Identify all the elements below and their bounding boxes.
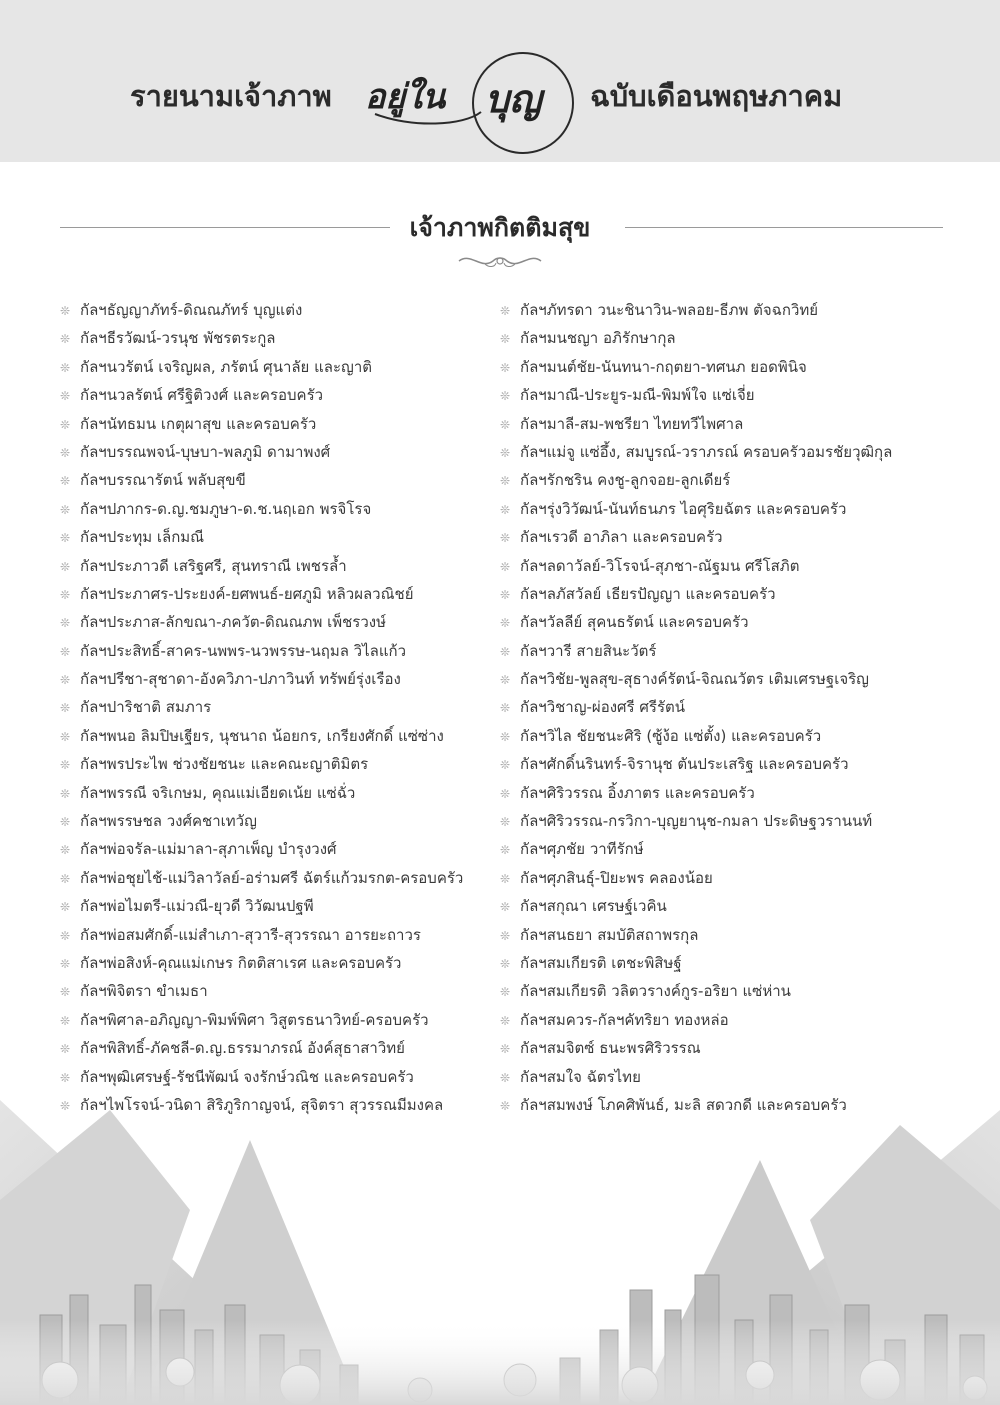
name-list-item <box>60 353 490 381</box>
donor-name: กัลฯรักชริน คงชู-ลูกจอย-ลูกเดียร์ <box>520 471 731 490</box>
donor-name: กัลฯประภาวดี เสริฐศรี, สุนทราณี เพชรล้ำ <box>80 556 347 575</box>
bullet-flower-icon: ❊ <box>500 1042 511 1057</box>
name-list-item <box>500 523 960 551</box>
name-list-item <box>500 353 960 381</box>
bullet-flower-icon: ❊ <box>60 559 71 574</box>
donor-name: กัลฯมาณี-ประยูร-มณี-พิมพ์ใจ แซ่เจี่ย <box>520 386 755 405</box>
bullet-flower-icon: ❊ <box>500 474 511 489</box>
name-list-item <box>60 296 490 324</box>
bullet-flower-icon: ❊ <box>60 360 71 375</box>
name-list-item <box>60 722 490 750</box>
bullet-flower-icon: ❊ <box>60 815 71 830</box>
donor-name: กัลฯพิสิทธิ์-ภัคชลี-ด.ญ.ธรรมาภรณ์ อังค์สุธาสาวิทย์ <box>80 1039 405 1058</box>
donor-name: กัลฯมนชญา อภิรักษากุล <box>520 329 676 348</box>
bullet-flower-icon: ❊ <box>60 701 71 716</box>
bullet-flower-icon: ❊ <box>60 928 71 943</box>
name-list-item <box>500 410 960 438</box>
bullet-flower-icon: ❊ <box>60 673 71 688</box>
bullet-flower-icon: ❊ <box>60 445 71 460</box>
bullet-flower-icon: ❊ <box>500 1013 511 1028</box>
name-list-item <box>500 608 960 636</box>
left-name-list <box>60 296 490 1119</box>
name-list-item <box>60 324 490 352</box>
donor-name: กัลฯสมพงษ์ โภคศิพันธ์, มะลิ สดวกดี และครอบครัว <box>520 1095 847 1114</box>
header-band <box>0 0 1000 162</box>
name-list-item <box>500 466 960 494</box>
name-list-item <box>60 807 490 835</box>
name-list-item <box>500 835 960 863</box>
donor-name: กัลฯวิไล ชัยชนะศิริ (ซู้ง้อ แซ่ตั้ง) และครอบครัว <box>520 726 822 745</box>
donor-name: กัลฯธีรวัฒน์-วรนุช พัชรตระกูล <box>80 329 276 348</box>
name-list-item <box>500 580 960 608</box>
bullet-flower-icon: ❊ <box>500 843 511 858</box>
bullet-flower-icon: ❊ <box>60 956 71 971</box>
donor-name: กัลฯประภาศร-ประยงค์-ยศพนธ์-ยศภูมิ หลิวผลวณิชย์ <box>80 584 414 603</box>
donor-name: กัลฯพ่อจรัล-แม่มาลา-สุภาเพ็ญ บำรุงวงศ์ <box>80 840 337 859</box>
name-list-item <box>60 977 490 1005</box>
background-mountain-scene <box>0 1080 1000 1405</box>
bullet-flower-icon: ❊ <box>500 644 511 659</box>
donor-name: กัลฯปภากร-ด.ญ.ชมภูษา-ด.ช.นฤเอก พรจิโรจ <box>80 499 372 518</box>
logo-text-left: อยู่ใน <box>365 77 446 117</box>
donor-name: กัลฯรุ่งวิวัฒน์-นันท์ธนภร ไอศุริยฉัตร และครอบครัว <box>520 499 847 518</box>
name-list-item <box>60 580 490 608</box>
name-list-item <box>500 892 960 920</box>
donor-name: กัลฯนัทธมน เกตุผาสุข และครอบครัว <box>80 414 317 433</box>
bullet-flower-icon: ❊ <box>500 445 511 460</box>
bullet-flower-icon: ❊ <box>60 332 71 347</box>
name-list-item <box>500 722 960 750</box>
donor-name: กัลฯสมใจ ฉัตรไทย <box>520 1067 641 1086</box>
name-list-item <box>500 381 960 409</box>
bullet-flower-icon: ❊ <box>500 815 511 830</box>
bullet-flower-icon: ❊ <box>500 389 511 404</box>
donor-name: กัลฯพ่อสมศักดิ์-แม่สำเภา-สุวารี-สุวรรณา อารยะถาวร <box>80 925 421 944</box>
bullet-flower-icon: ❊ <box>500 928 511 943</box>
name-list-item <box>500 296 960 324</box>
name-list-item <box>60 779 490 807</box>
donor-name: กัลฯพ่อไมตรี-แม่วณี-ยุวดี วิวัฒนปฐพี <box>80 897 314 916</box>
donor-name: กัลฯสมเกียรติ วลิตวรางค์กูร-อริยา แซ่ห่าน <box>520 982 791 1001</box>
bullet-flower-icon: ❊ <box>60 304 71 318</box>
donor-name: กัลฯปรีชา-สุชาดา-อังควิภา-ปภาวินท์ ทรัพย์รุ่งเรือง <box>80 670 401 689</box>
bullet-flower-icon: ❊ <box>60 616 71 631</box>
name-list-item <box>500 1006 960 1034</box>
name-list-item <box>60 552 490 580</box>
donor-name: กัลฯวารี สายสินะวัตร์ <box>520 641 657 660</box>
name-list-item <box>60 949 490 977</box>
donor-name: กัลฯศุภชัย วาทีรักษ์ <box>520 840 644 859</box>
bullet-flower-icon: ❊ <box>500 587 511 602</box>
name-list-item <box>500 324 960 352</box>
donor-name: กัลฯพ่อสิงห์-คุณแม่เกษร กิตติสาเรศ และครอบครัว <box>80 953 402 972</box>
donor-name: กัลฯวิชัย-พูลสุข-สุธางค์รัตน์-จิณณวัตร เติมเศรษฐเจริญ <box>520 670 869 689</box>
bullet-flower-icon: ❊ <box>500 1098 511 1113</box>
donor-name: กัลฯประทุม เล็กมณี <box>80 528 205 547</box>
donor-name: กัลฯวิชาญ-ผ่องศรี ศรีรัตน์ <box>520 698 686 717</box>
donor-name: กัลฯพุฒิเศรษฐ์-รัชนีพัฒน์ จงรักษ์วณิช และครอบครัว <box>80 1067 414 1086</box>
name-list-item <box>500 1034 960 1062</box>
name-list-item <box>60 438 490 466</box>
name-list-item <box>500 807 960 835</box>
name-list-item <box>500 977 960 1005</box>
name-list-item <box>60 921 490 949</box>
name-list-item <box>500 438 960 466</box>
section-title: เจ้าภาพกิตติมสุข <box>409 213 591 242</box>
bullet-flower-icon: ❊ <box>60 389 71 404</box>
donor-name: กัลฯวัลลีย์ สุคนธรัตน์ และครอบครัว <box>520 613 749 632</box>
donor-name: กัลฯสกุณา เศรษฐ์เวคิน <box>520 897 667 916</box>
donor-name: กัลฯลภัสวัลย์ เธียรปัญญา และครอบครัว <box>520 584 776 603</box>
bullet-flower-icon: ❊ <box>60 786 71 801</box>
donor-name: กัลฯสมควร-กัลฯคัทริยา ทองหล่อ <box>520 1010 729 1029</box>
name-list-item <box>60 892 490 920</box>
bullet-flower-icon: ❊ <box>500 729 511 744</box>
bullet-flower-icon: ❊ <box>60 587 71 602</box>
bullet-flower-icon: ❊ <box>500 531 511 546</box>
name-list-item <box>60 410 490 438</box>
name-list-item <box>60 693 490 721</box>
bullet-flower-icon: ❊ <box>500 1070 511 1085</box>
donor-name: กัลฯพิจิตรา ขำเมธา <box>80 982 208 1001</box>
name-list-item <box>60 1034 490 1062</box>
bullet-flower-icon: ❊ <box>500 900 511 915</box>
donor-name: กัลฯสมเกียรติ เตชะพิสิษฐ์ <box>520 953 682 972</box>
donor-name: กัลฯศิริวรรณ อิ้งภาตร และครอบครัว <box>520 783 755 802</box>
bullet-flower-icon: ❊ <box>60 729 71 744</box>
donor-name: กัลฯพรประไพ ช่วงชัยชนะ และคณะญาติมิตร <box>80 755 369 774</box>
right-name-list <box>500 296 960 1119</box>
bullet-flower-icon: ❊ <box>500 559 511 574</box>
donor-name: กัลฯนวรัตน์ เจริญผล, ภรัตน์ ศุนาลัย และญาติ <box>80 357 372 376</box>
bullet-flower-icon: ❊ <box>60 1098 71 1113</box>
flourish-ornament <box>455 250 545 272</box>
bullet-flower-icon: ❊ <box>500 304 511 318</box>
donor-name: กัลฯประภาส-ลักขณา-ภควัต-ดิณณภพ เพ็ชรวงษ์ <box>80 613 386 632</box>
donor-name: กัลฯมนต์ชัย-นันทนา-กฤตยา-ทศนภ ยอดพินิจ <box>520 357 807 376</box>
name-list-item <box>500 637 960 665</box>
bullet-flower-icon: ❊ <box>60 900 71 915</box>
name-list-item <box>500 693 960 721</box>
name-list-item <box>60 835 490 863</box>
donor-name: กัลฯศักดิ์นรินทร์-จิรานุช ตันประเสริฐ และครอบครัว <box>520 755 849 774</box>
bullet-flower-icon: ❊ <box>60 644 71 659</box>
bullet-flower-icon: ❊ <box>60 502 71 517</box>
name-list-item <box>60 864 490 892</box>
name-list-item <box>500 495 960 523</box>
name-list-item <box>60 665 490 693</box>
donor-name: กัลฯศุภสินธุ์-ปิยะพร คลองน้อย <box>520 868 713 887</box>
name-list-item <box>500 750 960 778</box>
name-list-item <box>60 750 490 778</box>
bullet-flower-icon: ❊ <box>500 758 511 773</box>
name-list-item <box>60 637 490 665</box>
donor-name: กัลฯพ่อชุยไช้-แม่วิลาวัลย์-อร่ามศรี ฉัตร์แก้วมรกต-ครอบครัว <box>80 868 464 887</box>
donor-name: กัลฯพรรษชล วงศ์คชาเทวัญ <box>80 812 257 831</box>
name-list-item <box>60 1006 490 1034</box>
bullet-flower-icon: ❊ <box>60 1042 71 1057</box>
bullet-flower-icon: ❊ <box>500 502 511 517</box>
header-right-title: ฉบับเดือนพฤษภาคม <box>590 79 843 113</box>
donor-name: กัลฯนวลรัตน์ ศรีฐิติวงศ์ และครอบครัว <box>80 386 324 405</box>
bullet-flower-icon: ❊ <box>500 701 511 716</box>
name-list-item <box>500 864 960 892</box>
donor-name: กัลฯประสิทธิ์-สาคร-นพพร-นวพรรษ-นฤมล วิไลแก้ว <box>80 641 407 660</box>
donor-name: กัลฯสมจิตซ์ ธนะพรศิริวรรณ <box>520 1039 701 1058</box>
bullet-flower-icon: ❊ <box>500 332 511 347</box>
bullet-flower-icon: ❊ <box>500 673 511 688</box>
donor-name: กัลฯมาลี-สม-พชรียา ไทยทวีไพศาล <box>520 414 744 433</box>
donor-name: กัลฯแม่จู แซ่อึ้ง, สมบูรณ์-วราภรณ์ ครอบครัวอมรชัยวุฒิกุล <box>520 442 893 461</box>
donor-name: กัลฯพรรณี จริเกษม, คุณแม่เอียดเน้ย แซ่ฉั่ว <box>80 783 356 802</box>
bullet-flower-icon: ❊ <box>60 843 71 858</box>
logo-text-right: บุญ <box>485 76 542 121</box>
header-left-title: รายนามเจ้าภาพ <box>130 79 332 113</box>
logo <box>363 48 585 160</box>
name-list-item <box>60 523 490 551</box>
bullet-flower-icon: ❊ <box>60 758 71 773</box>
name-list-item <box>60 608 490 636</box>
bullet-flower-icon: ❊ <box>500 360 511 375</box>
donor-name: กัลฯปาริชาติ สมภาร <box>80 698 212 717</box>
title-rule-right <box>625 227 943 228</box>
name-list-item <box>60 381 490 409</box>
bullet-flower-icon: ❊ <box>60 985 71 1000</box>
bullet-flower-icon: ❊ <box>60 1013 71 1028</box>
donor-name: กัลฯบรรณพจน์-บุษบา-พลภูมิ ดามาพงศ์ <box>80 442 331 461</box>
donor-name: กัลฯไพโรจน์-วนิดา สิริภูริกาญจน์, สุจิตรา สุวรรณมีมงคล <box>80 1095 444 1114</box>
bullet-flower-icon: ❊ <box>60 417 71 432</box>
bullet-flower-icon: ❊ <box>500 417 511 432</box>
name-list-item <box>500 921 960 949</box>
donor-name: กัลฯพนอ ลิมปิษเฐียร, นุชนาถ น้อยกร, เกรียงศักดิ์ แซ่ซ่าง <box>80 726 444 745</box>
donor-name: กัลฯสนธยา สมบัติสถาพรกุล <box>520 925 699 944</box>
name-list-item <box>500 552 960 580</box>
bullet-flower-icon: ❊ <box>500 985 511 1000</box>
donor-name: กัลฯพิศาล-อภิญญา-พิมพ์พิศา วิสูตรธนาวิทย์-ครอบครัว <box>80 1010 429 1029</box>
name-list-item <box>500 665 960 693</box>
bullet-flower-icon: ❊ <box>60 474 71 489</box>
bullet-flower-icon: ❊ <box>60 871 71 886</box>
bullet-flower-icon: ❊ <box>500 956 511 971</box>
donor-name: กัลฯบรรณารัตน์ พลับสุขขี <box>80 471 246 490</box>
bullet-flower-icon: ❊ <box>500 871 511 886</box>
donor-name: กัลฯลดาวัลย์-วิโรจน์-สุภชา-ณัฐมน ศรีโสภิต <box>520 556 800 575</box>
name-list-item <box>500 779 960 807</box>
donor-name: กัลฯภัทรดา วนะชินาวิน-พลอย-ธีภพ ตัจฉกวิทย์ <box>520 301 819 319</box>
donor-name: กัลฯเรวดี อาภิลา และครอบครัว <box>520 528 723 547</box>
donor-name: กัลฯธัญญาภัทร์-ดิณณภัทร์ บุญแต่ง <box>80 301 303 319</box>
name-list-item <box>500 949 960 977</box>
donor-name: กัลฯศิริวรรณ-กรวิกา-บุญยานุช-กมลา ประดิษฐวรานนท์ <box>520 812 873 831</box>
bullet-flower-icon: ❊ <box>60 1070 71 1085</box>
bullet-flower-icon: ❊ <box>60 531 71 546</box>
name-list-item <box>60 466 490 494</box>
bullet-flower-icon: ❊ <box>500 616 511 631</box>
name-list-item <box>60 495 490 523</box>
bullet-flower-icon: ❊ <box>500 786 511 801</box>
